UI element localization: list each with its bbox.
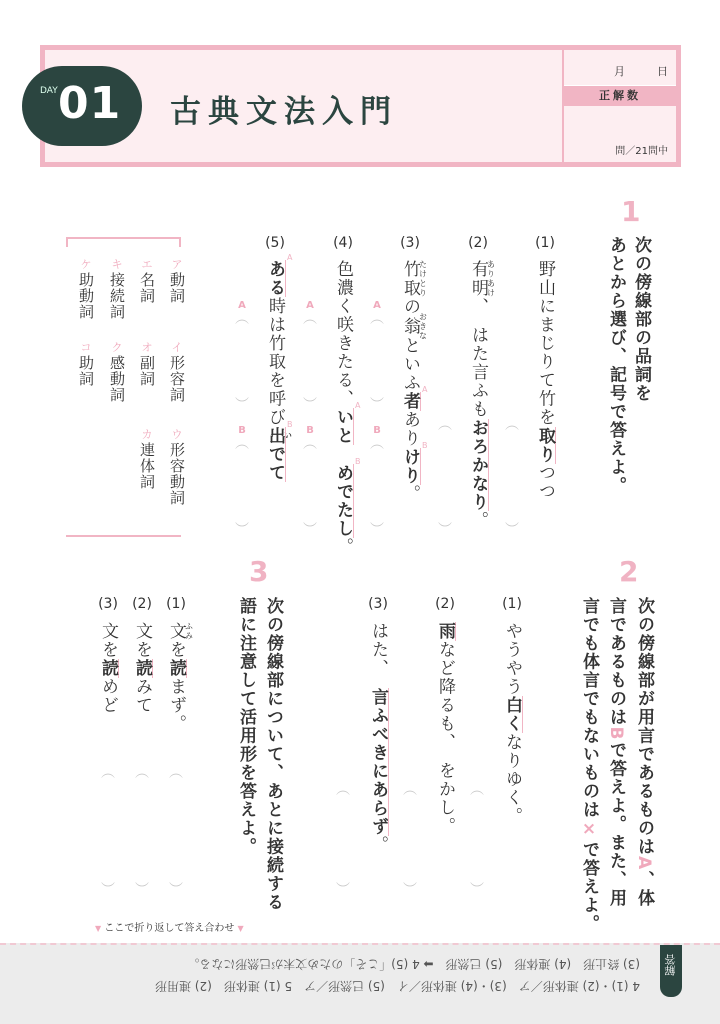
choice-label: 連体詞 [138,442,156,490]
text-segment: の [400,297,420,317]
text-segment: 。 [468,511,488,530]
paren-icon: ︶ [135,882,149,898]
paren-icon: ︵ [438,417,452,433]
day-badge [22,66,142,146]
answer-box-item[interactable] [331,782,355,898]
text-segment: 次の傍線部が用言であるものは [634,597,654,856]
ruby-reading: たけとり [418,260,428,298]
paren-icon: ︵ [470,782,484,798]
item-label: (2) [468,235,488,251]
answer-line: 4 (1)・(2) 連体形／ア (3)・(4) 連体形／イ (5) 已然形／ア 5 (1) 連体形 (2) 連用形 [155,979,640,993]
item-text [265,253,294,482]
text-segment: 色濃く咲きたる、 [333,260,353,408]
answer-box-B[interactable] [365,436,389,538]
paren-icon: ︶ [235,522,249,538]
text-segment: 、体 [634,870,654,908]
paren-icon: ︶ [235,397,249,413]
ruby-reading: い [283,426,293,445]
answer-line: (3) 終止形 (4) 連体形 (5) 已然形 ➡ 4 (5)「こそ」のため文末が已然形になる。 [187,957,640,971]
item-label: (2) [435,596,455,612]
choice-key: ク [111,341,123,354]
answer-strip [0,943,720,1024]
section-1-instruction-line: 次の傍線部の品詞を [631,236,651,403]
answer-box-item[interactable] [164,765,188,898]
underlined-text: 読 [98,659,118,678]
choice-label: 名詞 [138,272,156,304]
text-segment [400,312,428,341]
date-field[interactable] [564,50,676,86]
underline-marker: A [287,253,294,262]
paren-icon: ︶ [403,882,417,898]
underlined-text: 雨 [435,622,455,641]
choice-item [77,256,95,324]
paren-icon: ︶ [303,397,317,413]
section-1-instruction-line: あとから選び、記号で答えよ。 [606,236,626,495]
underlined-text: でて [265,445,285,482]
paren-icon: ︶ [101,882,115,898]
choice-item [77,339,95,391]
answer-box-B[interactable] [230,436,254,538]
paren-icon: ︵ [303,436,317,452]
item-text [535,260,555,501]
text-segment: 。 [400,484,420,504]
item-text [400,260,427,503]
paren-icon: ︶ [169,882,183,898]
item-text [132,622,152,715]
paren-icon: ︵ [303,311,317,327]
underlined-text: いと A [333,408,354,445]
choice-key: オ [141,341,153,354]
underlined-text: ある A [265,260,286,297]
text-segment: など降るも、 をかし。 [435,640,455,836]
day-number: 01 [58,78,122,129]
answer-label: B [238,425,246,436]
day-label: DAY [40,86,58,96]
answer-box-A[interactable] [230,311,254,413]
text-segment: みて [132,677,152,715]
answer-label: A [306,300,314,311]
paren-icon: ︵ [235,311,249,327]
item-label: (3) [98,596,118,612]
text-segment [166,622,194,641]
answer-text [120,953,640,997]
item-text [333,260,362,556]
choice-key: コ [80,341,92,354]
section-2-instruction-line [634,597,654,908]
answer-box-A[interactable] [365,311,389,413]
underlined-text: 読 [166,659,186,678]
choice-key: イ [171,341,183,354]
text-segment: 文を [98,622,118,659]
month-label: 月 [614,65,625,78]
paren-icon: ︶ [336,882,350,898]
choice-label: 助動詞 [77,272,95,320]
text-segment: 野山にまじりて竹を [535,260,555,427]
paren-icon: ︵ [370,311,384,327]
item-text [98,622,118,715]
section-2-instruction-line [606,597,626,907]
item-label: (1) [166,596,186,612]
item-text [502,622,522,826]
answer-box-item[interactable] [500,417,524,538]
ruby-reading: おきな [418,312,428,341]
item-text [166,622,193,733]
choice-key: エ [141,258,153,271]
answer-label: B [306,425,314,436]
triangle-icon: ▼ [237,924,244,933]
choice-item [168,256,186,308]
underlined-text: 者 A [400,392,421,411]
ruby-text: 竹取たけとり [400,260,428,298]
answer-box-item[interactable] [130,765,154,898]
answer-box-item[interactable] [398,782,422,898]
paren-icon: ︶ [438,522,452,538]
item-label: (4) [333,235,353,251]
underlined-text: 読 [132,659,152,678]
text-segment: 時は竹取を呼び [265,297,285,427]
choice-label: 助詞 [77,355,95,387]
paren-icon: ︶ [370,522,384,538]
ruby-text: 出い [265,426,293,445]
answer-code: A [634,856,654,871]
section-2-number: 2 [619,555,639,588]
item-text [468,260,495,530]
item-label: (2) [132,596,152,612]
choices-box [66,237,186,537]
underlined-text: 言ふべきにあらず [368,687,388,836]
score-field[interactable]: 問／21問中 [564,106,676,162]
item-label: (3) [368,596,388,612]
item-label: (1) [502,596,522,612]
section-1-number: 1 [621,195,641,228]
paren-icon: ︶ [370,397,384,413]
choice-label: 接続詞 [108,272,126,320]
fold-text: ここで折り返して答え合わせ [104,923,235,934]
text-segment: 言でも体言でもないものは [579,597,599,819]
choice-item [168,426,186,510]
page-title: 古典文法入門 [170,94,398,130]
ruby-text: 文ふみ [166,622,194,641]
paren-icon: ︵ [135,765,149,781]
ruby-reading: ありあけ [486,260,496,298]
text-segment: やうやう [502,622,522,696]
choice-key: ケ [80,258,92,271]
answer-label: A [373,300,381,311]
paren-icon: ︵ [169,765,183,781]
choice-key: ウ [171,428,183,441]
underline-marker: A [422,385,429,395]
paren-icon: ︵ [505,417,519,433]
triangle-icon: ▼ [95,924,102,933]
text-segment: はた、 [368,622,388,688]
choice-item [138,426,156,494]
text-segment: あり [400,410,420,448]
choice-key: カ [141,428,153,441]
text-segment: 。 [333,537,353,556]
choice-key: キ [111,258,123,271]
underline-marker: B [287,419,294,429]
text-segment: めど [98,677,118,715]
score-panel [562,50,676,162]
underline-marker: B [355,456,362,466]
answer-box-item[interactable] [433,417,457,538]
ruby-text: 有明ありあけ [468,260,496,298]
score-label: 正解数 [564,86,676,106]
paren-icon: ︶ [505,522,519,538]
answer-box-item[interactable] [465,782,489,898]
item-label: (5) [265,235,285,251]
item-label: (1) [535,235,555,251]
fold-instruction [95,919,244,934]
text-segment: で答えよ。 [579,840,599,933]
answer-code: × [579,819,599,841]
text-segment: つつ [535,463,555,501]
answer-label: A [238,300,246,311]
section-3-instruction-line: 語に注意して活用形を答えよ。 [236,597,256,856]
text-segment [333,445,353,464]
text-segment: 言であるものは [606,597,626,727]
paren-icon: ︵ [235,436,249,452]
paren-icon: ︵ [101,765,115,781]
underlined-text [265,419,294,446]
choice-item [108,339,126,407]
date-label: 日 [657,65,668,78]
text-segment [468,260,496,298]
underlined-text: けり B [400,448,421,485]
choice-label: 感動詞 [108,355,126,403]
choice-item [108,256,126,324]
item-label: (3) [400,235,420,251]
answer-box-A[interactable] [298,311,322,413]
item-text [435,622,455,836]
paren-icon: ︵ [370,436,384,452]
choice-label: 副詞 [138,355,156,387]
choice-label: 形容詞 [168,355,186,403]
underlined-text: 取り [535,426,555,464]
answer-box-item[interactable] [96,765,120,898]
paren-icon: ︶ [303,522,317,538]
text-segment: まず。 [166,677,186,734]
underlined-text: おろかなり [468,418,488,512]
choice-item [168,339,186,407]
answer-box-B[interactable] [298,436,322,538]
paren-icon: ︶ [470,882,484,898]
answer-code: B [606,726,626,741]
ruby-reading: ふみ [184,622,194,641]
text-segment: 文を [132,622,152,659]
text-segment: といふ [400,336,420,393]
paren-icon: ︵ [403,782,417,798]
choice-label: 形容動詞 [168,442,186,506]
text-segment: で答えよ。また、用 [606,740,626,908]
ruby-text: 翁おきな [400,312,428,341]
text-segment: 、 はた言ふも [468,297,488,419]
section-3-instruction-line: 次の傍線部について、あとに接続する [263,597,283,912]
section-3-number: 3 [249,555,269,588]
text-segment: なりゆく。 [502,733,522,826]
choice-label: 動詞 [168,272,186,304]
choice-item [138,339,156,391]
item-text [368,622,388,854]
text-segment: を [166,640,186,660]
underlined-text: 白く [502,696,522,733]
text-segment [400,260,428,298]
underline-marker: A [355,401,362,410]
answer-tab[interactable]: 解答 [660,945,682,997]
choice-key: ア [171,258,183,271]
answer-label: B [373,425,381,436]
underline-marker: B [422,440,429,450]
underlined-text: めでたし B [333,464,354,538]
paren-icon: ︵ [336,782,350,798]
choice-item [138,256,156,308]
text-segment: 。 [368,835,388,854]
section-2-instruction-line [579,597,599,933]
